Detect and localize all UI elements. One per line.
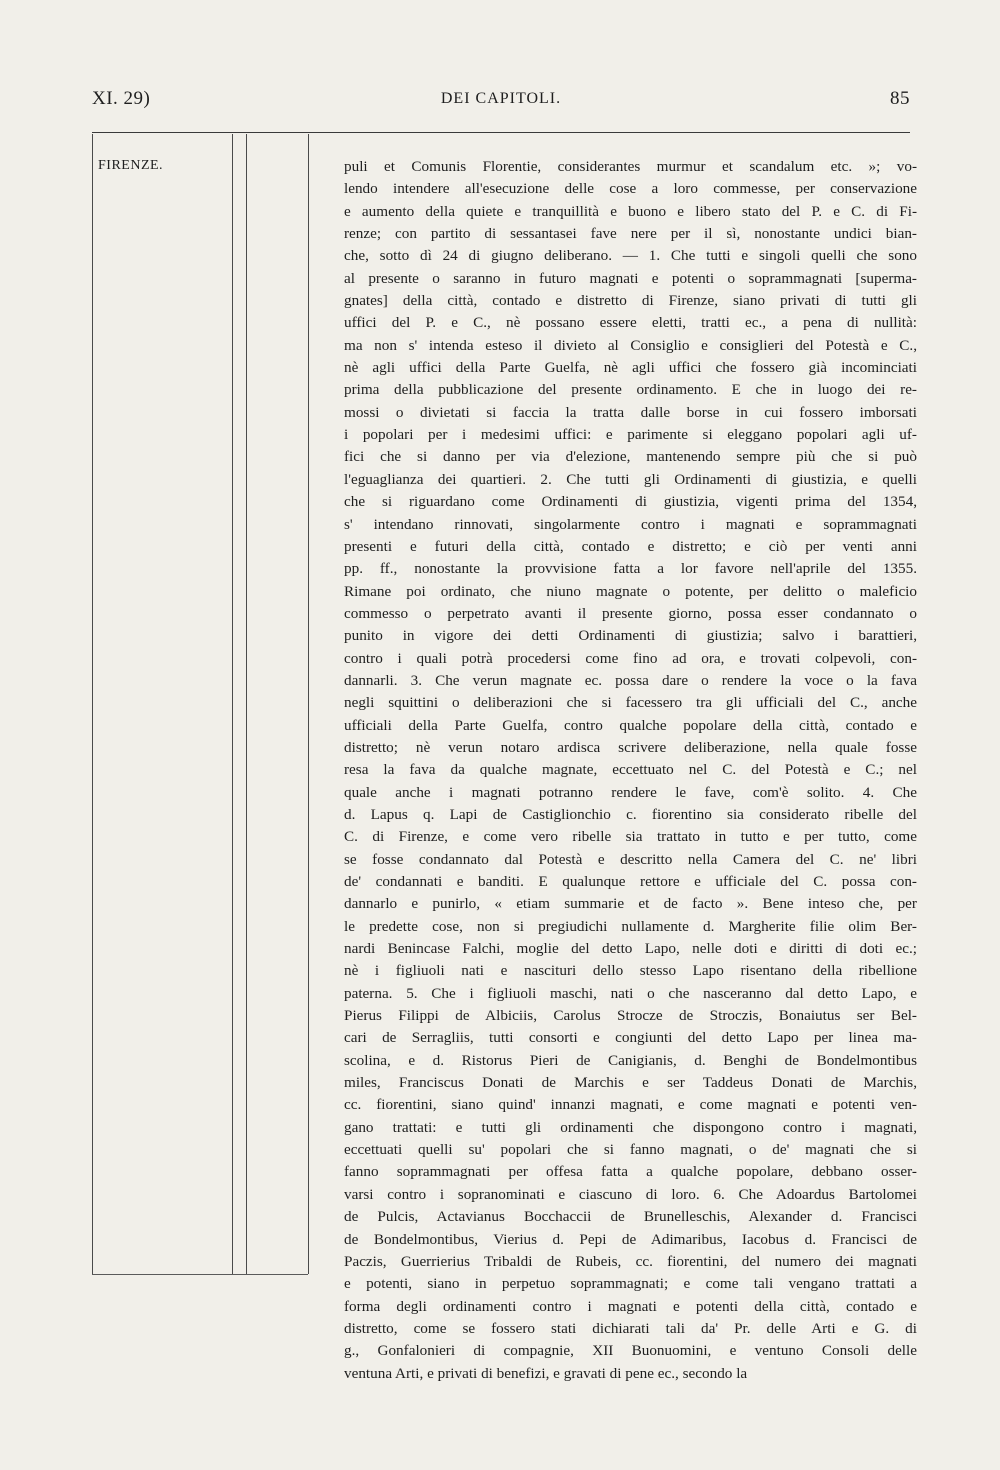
- text-line: g., Gonfalonieri di compagnie, XII Buonuomini, e ventuno Consoli delle: [344, 1342, 917, 1360]
- text-line: fanno soprammagnati per offesa fatta a qualche popolare, debbano osser-: [344, 1163, 917, 1181]
- text-line: s' intendano rinnovati, singolarmente contro i magnati e soprammagnati: [344, 515, 917, 533]
- text-line: nè i figliuoli nati e nascituri dello stesso Lapo risentano della ribellione: [344, 962, 917, 980]
- margin-column-line: [246, 134, 247, 1274]
- text-line: ufficiali della Parte Guelfa, contro qualche popolare della città, contado e: [344, 716, 917, 734]
- text-line: Paczis, Guerrierius Tribaldi de Rubeis, cc. fiorentini, del numero dei magnati: [344, 1252, 917, 1270]
- text-line: che si riguardano come Ordinamenti di giustizia, vigenti prima del 1354,: [344, 493, 917, 511]
- page-number: 85: [890, 88, 910, 109]
- text-line: punito in vigore dei detti Ordinamenti di giustizia; salvo i barattieri,: [344, 627, 917, 645]
- text-line: i popolari per i medesimi uffici: e parimente si eleggano popolari agli uf-: [344, 426, 917, 444]
- text-line: gnates] della città, contado e distretto di Firenze, siano privati di tutti gli: [344, 292, 917, 310]
- text-line: negli squittini o deliberazioni che si facessero tra gli ufficiali del C., anche: [344, 694, 917, 712]
- text-line: Rimane poi ordinato, che niuno magnate o potente, per delitto o maleficio: [344, 582, 917, 600]
- text-line: dannarli. 3. Che verun magnate ec. possa dare o rendere la voce o la fava: [344, 671, 917, 689]
- text-line: forma degli ordinamenti contro i magnati e potenti della città, contado e: [344, 1297, 917, 1315]
- text-line: puli et Comunis Florentie, considerantes murmur et scandalum etc. »; vo-: [344, 158, 917, 175]
- text-line: che, sotto dì 24 di giugno deliberano. — 1. Che tutti e singoli quelli che sono: [344, 247, 917, 265]
- text-line: cari de Serragliis, tutti consorti e congiunti del detto Lapo per linea ma-: [344, 1029, 917, 1047]
- text-line: resa la fava da qualche magnate, eccettuato nel C. del Potestà e C.; nel: [344, 761, 917, 779]
- text-line: se fosse condannato dal Potestà e descritto nella Camera del C. ne' libri: [344, 850, 917, 868]
- text-line: scolina, e d. Ristorus Pieri de Canigianis, d. Benghi de Bondelmontibus: [344, 1051, 917, 1069]
- text-line: uffici del P. e C., nè possano essere eletti, tratti ec., a pena di nullità:: [344, 314, 917, 332]
- text-line: fici che si danno per via d'elezione, mantenendo sempre più che si può: [344, 448, 917, 466]
- margin-column-line: [92, 134, 93, 1274]
- text-line: d. Lapus q. Lapi de Castiglionchio c. fiorentino sia considerato ribelle del: [344, 805, 917, 823]
- text-line: al presente o saranno in futuro magnati e potenti o soprammagnati [superma-: [344, 269, 917, 287]
- text-line: varsi contro i sopranominati e ciascuno di loro. 6. Che Adoardus Bartolomei: [344, 1185, 917, 1203]
- page-title: DEI CAPITOLI.: [440, 90, 562, 107]
- text-line: renze; con partito di sessantasei fave nere per il sì, nonostante undici bian-: [344, 225, 917, 243]
- text-line: gano trattati: e tutti gli ordinamenti che dispongono contro i magnati,: [344, 1118, 917, 1136]
- text-line: nardi Benincase Falchi, moglie del detto Lapo, nelle doti e diritti di doti ec.;: [344, 940, 917, 958]
- text-line: paterna. 5. Che i figliuoli maschi, nati o che nasceranno dal detto Lapo, e: [344, 984, 917, 1002]
- text-line: C. di Firenze, e come vero ribelle sia trattato in tutto e per tutto, come: [344, 828, 917, 846]
- text-line: mossi o divietati si faccia la tratta dalle borse in cui fossero imborsati: [344, 403, 917, 421]
- text-line: de' condannati e banditi. E qualunque rettore e ufficiale del C. possa con-: [344, 873, 917, 890]
- text-line: nè agli uffici della Parte Guelfa, nè agli uffici che fossero già incominciati: [344, 359, 917, 377]
- margin-column-line: [308, 134, 309, 1274]
- text-line: de Pulcis, Actavianus Bocchaccii de Brunelleschis, Alexander d. Francisci: [344, 1208, 917, 1226]
- text-line: cc. fiorentini, siano quind' innanzi magnati, e come magnati e potenti ven-: [344, 1096, 917, 1114]
- text-line: quale anche i magnati potranno rendere le fave, com'è solito. 4. Che: [344, 783, 917, 801]
- text-line: e potenti, siano in perpetuo soprammagnati; e come tali vengano trattati a: [344, 1275, 917, 1293]
- text-line: prima della pubblicazione del presente ordinamento. E che in luogo dei re-: [344, 381, 917, 399]
- text-line: lendo intendere all'esecuzione delle cose a loro commesse, per conservazione: [344, 180, 917, 198]
- text-line: distretto; nè verun notaro ardisca scrivere deliberazione, nella quale fosse: [344, 738, 917, 756]
- text-line: eccettuati quelli su' popolari che si fanno magnati, o de' magnati che si: [344, 1141, 917, 1159]
- margin-column-line: [232, 134, 233, 1274]
- text-line: e aumento della quiete e tranquillità e buono e libero stato del P. e C. di Fi-: [344, 202, 917, 220]
- text-line: de Bondelmontibus, Vierius d. Pepi de Adimaribus, Iacobus d. Francisci de: [344, 1230, 917, 1248]
- text-line: distretto, come se fossero stati dichiarati tali da' Pr. delle Arti e G. di: [344, 1319, 917, 1337]
- text-line: presenti e futuri della città, contado e distretto; e ciò per venti anni: [344, 537, 917, 555]
- text-line: miles, Franciscus Donati de Marchis e ser Taddeus Donati de Marchis,: [344, 1074, 917, 1092]
- text-line: ventuna Arti, e privati di benefizi, e gravati di pene ec., secondo la: [344, 1364, 748, 1382]
- margin-place-label: FIRENZE.: [98, 158, 164, 173]
- body-text: [344, 156, 917, 1385]
- running-header: [92, 88, 910, 118]
- text-line: l'eguaglianza dei quartieri. 2. Che tutti gli Ordinamenti di giustizia, e quelli: [344, 470, 917, 488]
- text-line: pp. ff., nonostante la provvisione fatta a lor favore nell'aprile del 1355.: [344, 560, 917, 578]
- header-rule: [92, 132, 910, 133]
- text-line: Pierus Filippi de Albiciis, Carolus Strocze de Stroczis, Bonaiutus ser Bel-: [344, 1007, 917, 1025]
- margin-bottom-rule: [92, 1274, 308, 1275]
- text-line: ma non s' intenda esteso il divieto al Consiglio e consiglieri del Potestà e C.,: [344, 336, 917, 354]
- text-line: le predette cose, non si pregiudichi nullamente d. Margherite filie olim Ber-: [344, 917, 917, 935]
- text-line: dannarlo e punirlo, « etiam summarie et de facto ». Bene inteso che, per: [344, 895, 917, 913]
- text-line: commesso o perpetrato avanti il presente giorno, possa esser condannato o: [344, 604, 917, 622]
- section-reference: XI. 29): [92, 88, 151, 109]
- text-line: contro i quali potrà procedersi come fino ad ora, e trovati colpevoli, con-: [344, 649, 917, 667]
